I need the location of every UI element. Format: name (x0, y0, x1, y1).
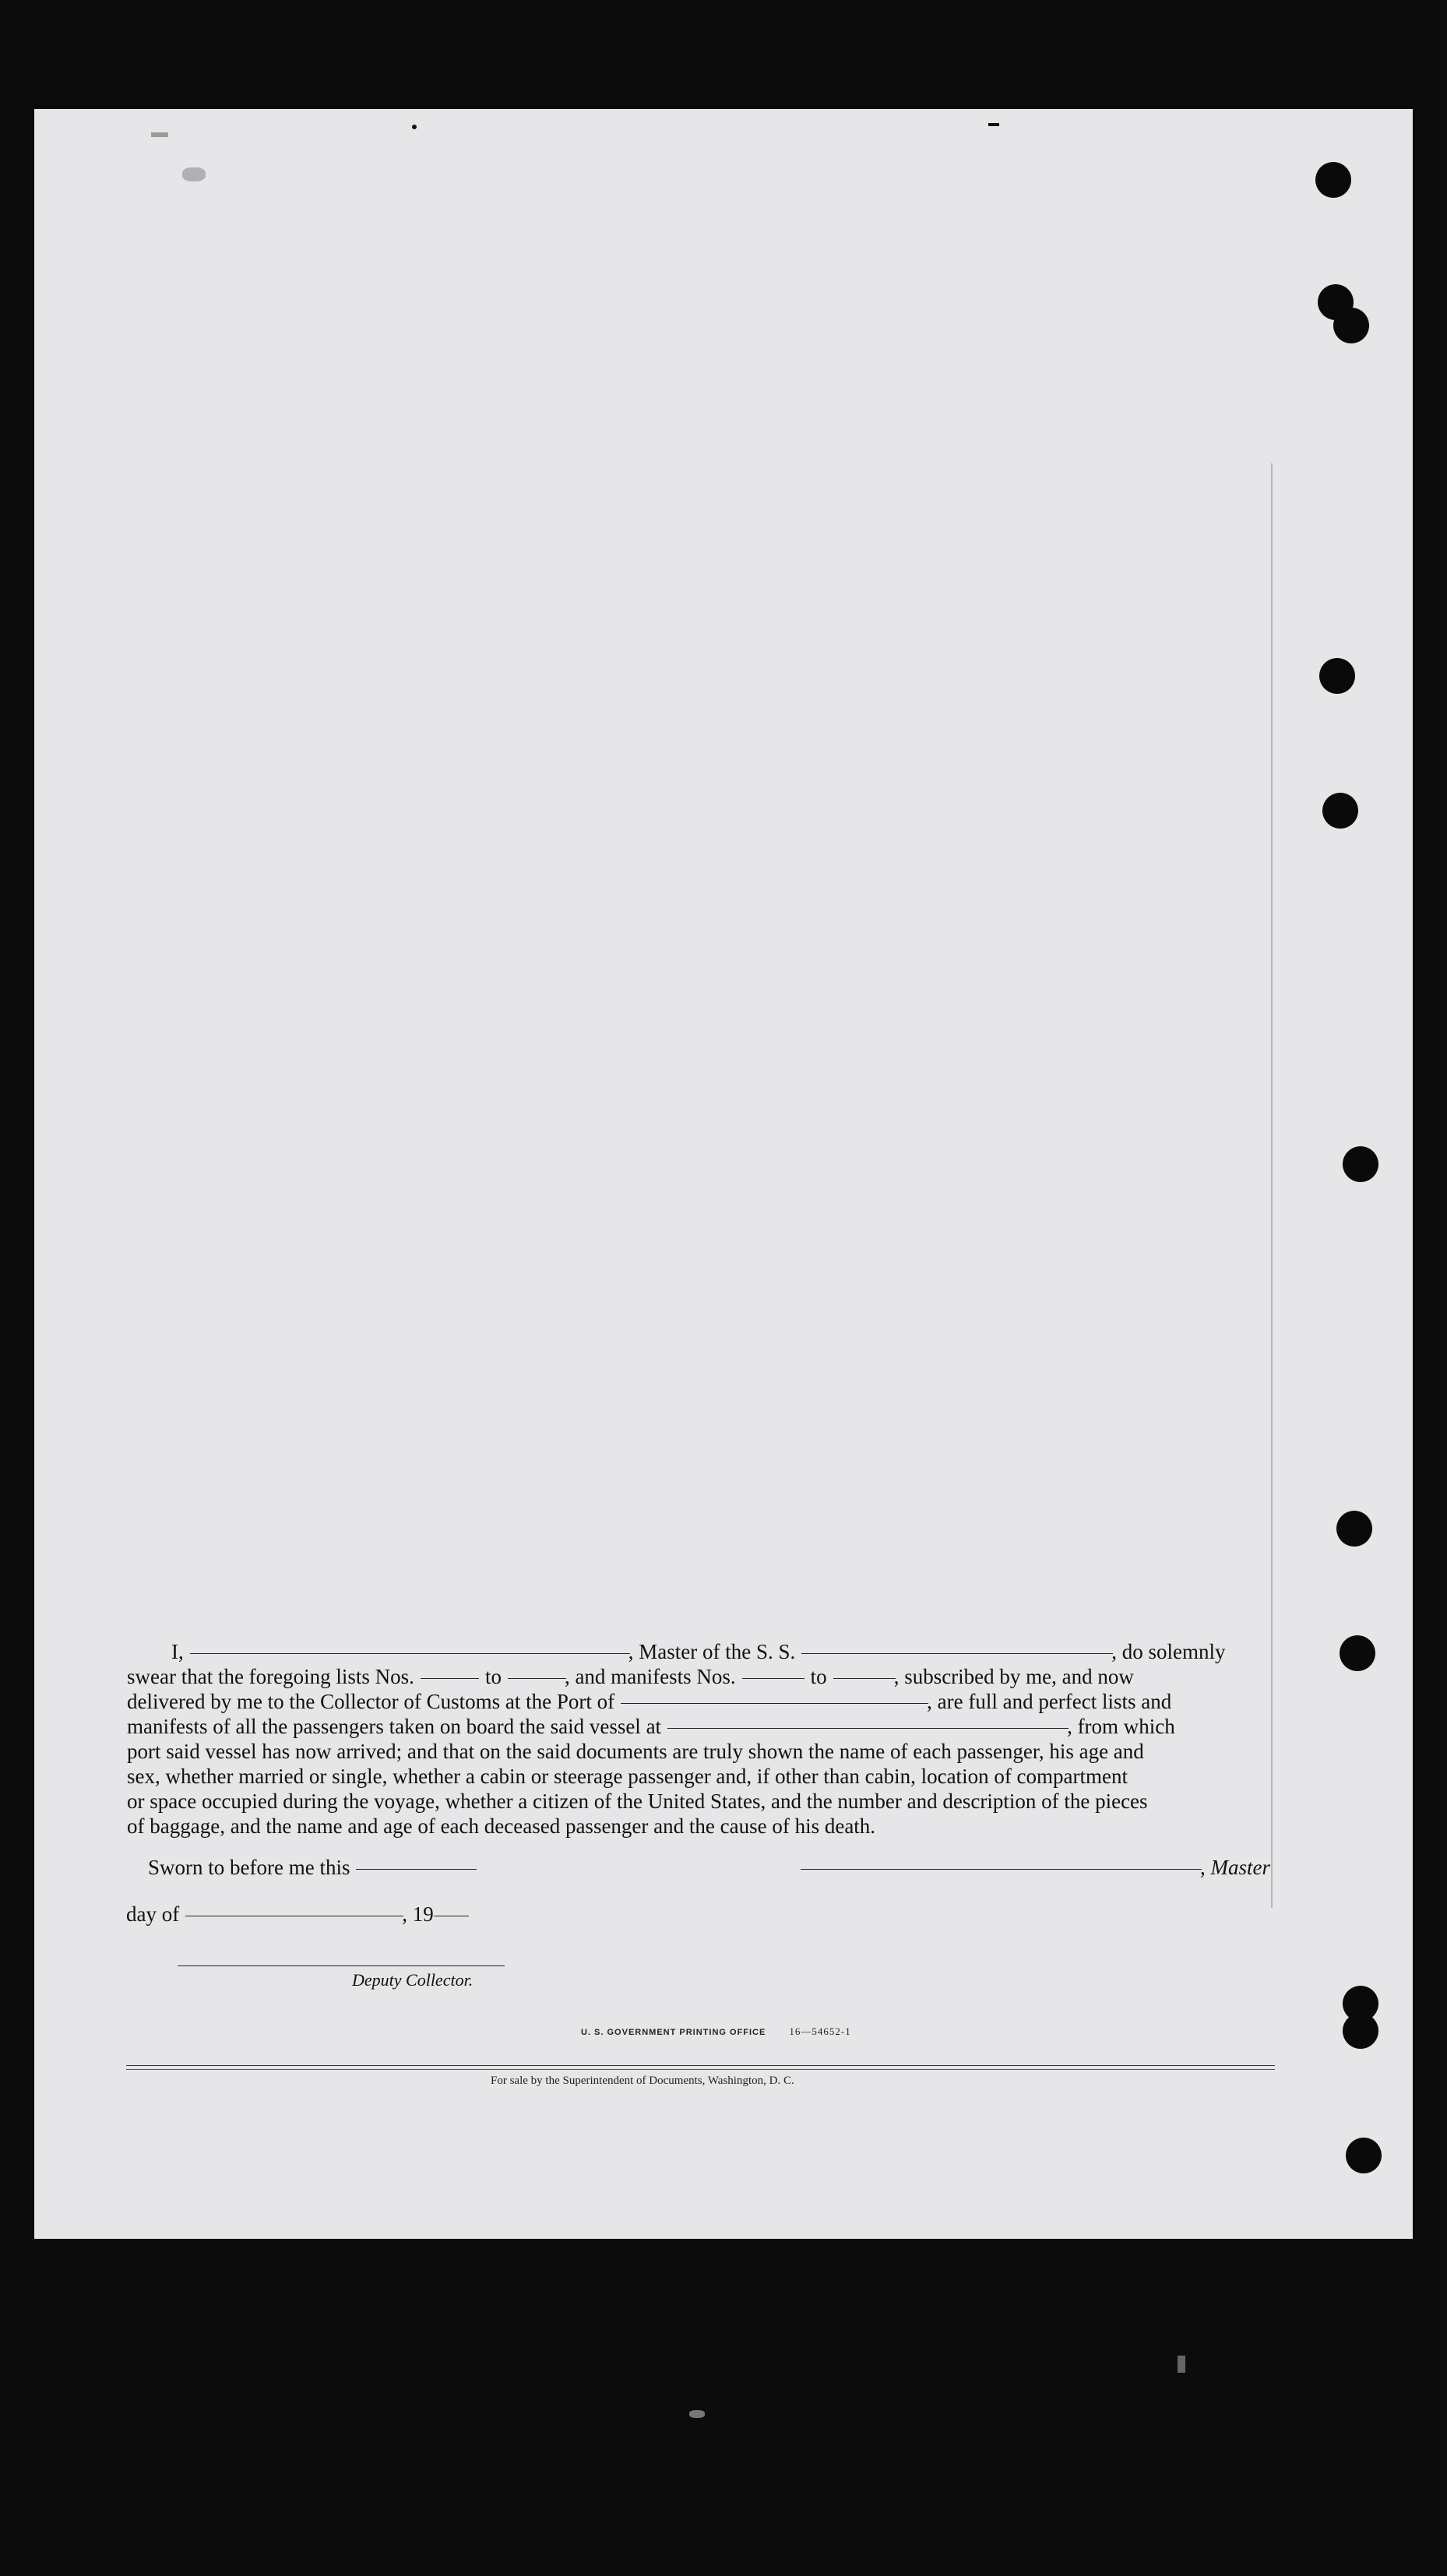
sworn-label: Sworn to before me this (148, 1856, 350, 1879)
oath-line (92, 1689, 1276, 1714)
printing-office-imprint (581, 2025, 851, 2038)
oath-text: I, (171, 1640, 184, 1663)
master-signature-line (794, 1856, 1270, 1880)
oath-line (92, 1714, 1276, 1739)
year-label: , 19 (402, 1902, 434, 1926)
smudge-mark (412, 125, 417, 129)
oath-text: , Master of the S. S. (628, 1640, 796, 1663)
manifest-to-blank[interactable] (833, 1677, 896, 1679)
oath-text: , are full and perfect lists and (927, 1690, 1172, 1713)
oath-text: or space occupied during the voyage, whether a citizen of the United States, and the number and description of the pieces (127, 1789, 1148, 1813)
oath-line (92, 1814, 1276, 1839)
oath-line (92, 1739, 1276, 1764)
year-blank[interactable] (434, 1915, 469, 1916)
oath-paragraph (92, 1639, 1276, 1839)
master-label: , Master (1200, 1856, 1270, 1879)
punch-hole (1315, 162, 1351, 198)
manifest-from-blank[interactable] (742, 1677, 804, 1679)
date-line (126, 1902, 475, 1927)
oath-text: to (484, 1665, 502, 1688)
name-blank[interactable] (190, 1652, 630, 1654)
punch-hole (1336, 1511, 1372, 1547)
footer-rule (126, 2065, 1275, 2066)
oath-text: of baggage, and the name and age of each deceased passenger and the cause of his death. (127, 1814, 876, 1838)
oath-text: swear that the foregoing lists Nos. (127, 1665, 414, 1688)
punch-hole (1333, 308, 1369, 343)
sale-notice: For sale by the Superintendent of Documents, Washington, D. C. (491, 2075, 794, 2087)
oath-text: sex, whether married or single, whether a cabin or steerage passenger and, if other than cabin, location of compartment (127, 1765, 1128, 1788)
punch-hole (1322, 793, 1358, 829)
deputy-collector-label: Deputy Collector. (352, 1970, 474, 1990)
oath-line (92, 1664, 1276, 1689)
punch-hole (1346, 2138, 1382, 2173)
oath-text: port said vessel has now arrived; and that on the said documents are truly shown the name of each passenger, his age and (127, 1740, 1144, 1763)
oath-text: to (810, 1665, 827, 1688)
ship-name-blank[interactable] (801, 1652, 1113, 1654)
list-to-blank[interactable] (508, 1677, 566, 1679)
day-of-label: day of (126, 1902, 180, 1926)
oath-line (92, 1764, 1276, 1789)
sworn-day-blank[interactable] (356, 1868, 477, 1870)
smudge-mark (182, 167, 206, 181)
master-signature-blank[interactable] (801, 1868, 1202, 1870)
departure-port-blank[interactable] (667, 1727, 1069, 1729)
oath-text: , from which (1067, 1715, 1175, 1738)
punch-hole (1340, 1635, 1375, 1671)
sworn-line (148, 1856, 483, 1880)
oath-text: , and manifests Nos. (564, 1665, 736, 1688)
gpo-label: U. S. GOVERNMENT PRINTING OFFICE (581, 2028, 766, 2037)
oath-text: , subscribed by me, and now (893, 1665, 1134, 1688)
bleed-through-area (151, 202, 1164, 1604)
oath-text: manifests of all the passengers taken on board the said vessel at (127, 1715, 662, 1738)
form-code: 16—54652-1 (789, 2025, 851, 2037)
smudge-mark (988, 123, 999, 126)
punch-hole (1343, 1146, 1378, 1182)
oath-line (92, 1639, 1276, 1664)
debris-mark (689, 2410, 705, 2418)
deputy-signature-blank[interactable] (178, 1965, 505, 1966)
month-blank[interactable] (185, 1915, 403, 1916)
punch-hole (1343, 2013, 1378, 2049)
footer-rule (126, 2069, 1275, 2070)
punch-hole (1319, 658, 1355, 694)
oath-text: delivered by me to the Collector of Customs at the Port of (127, 1690, 615, 1713)
debris-mark (1178, 2356, 1185, 2373)
oath-line (92, 1789, 1276, 1814)
port-blank[interactable] (621, 1702, 928, 1704)
oath-text: , do solemnly (1111, 1640, 1226, 1663)
smudge-mark (151, 132, 168, 137)
list-from-blank[interactable] (421, 1677, 479, 1679)
